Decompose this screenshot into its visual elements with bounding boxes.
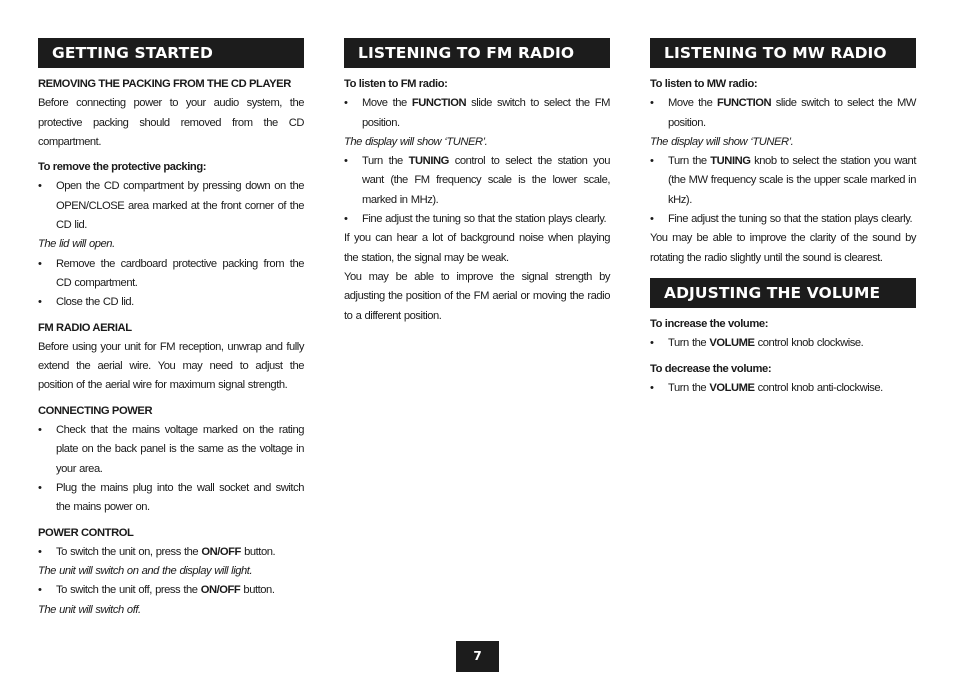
list-item: [650, 379, 916, 398]
section-header-mw-radio: LISTENING TO MW RADIO: [650, 38, 916, 68]
bullet-mark: •: [38, 481, 42, 494]
list-item: [650, 210, 916, 229]
text-run: slide switch to select the FM position.: [362, 97, 610, 129]
bullet-mark: •: [38, 257, 42, 270]
page-number: 7: [456, 641, 499, 672]
list-item: [38, 421, 304, 479]
list-item: [38, 581, 304, 600]
note-lid-open: The lid will open.: [38, 238, 115, 251]
column-getting-started: [38, 38, 304, 620]
bullet-text: Fine adjust the tuning so that the station plays clearly.: [362, 213, 607, 226]
subheading-fm-radio-aerial: FM RADIO AERIAL: [38, 321, 132, 334]
subheading-removing-packing: REMOVING THE PACKING FROM THE CD PLAYER: [38, 78, 291, 90]
list-item: [38, 177, 304, 235]
text-run: control knob anti-clockwise.: [754, 381, 883, 394]
bullet-mark: •: [650, 337, 654, 350]
list-item: [38, 293, 304, 312]
bullet-mark: •: [38, 424, 42, 437]
button-name-on-off: ON/OFF: [200, 584, 241, 597]
control-name-tuning: TUNING: [408, 155, 449, 168]
text-run: knob to select the station you want (the MW frequency scale is the upper scale marked in kHz).: [668, 155, 916, 206]
bullet-mark: •: [344, 155, 348, 168]
text-run: Turn the: [668, 381, 710, 394]
bullet-text: Fine adjust the tuning so that the station plays clearly.: [668, 213, 913, 226]
subheading-remove-protective-packing: To remove the protective packing:: [38, 161, 207, 174]
paragraph-improve-clarity: You may be able to improve the clarity of the sound by rotating the radio slightly until the sound is clearest.: [650, 232, 916, 264]
text-run: slide switch to select the MW position.: [668, 97, 916, 129]
subheading-power-control: POWER CONTROL: [38, 526, 134, 539]
note-display-tuner: The display will show ‘TUNER’.: [650, 135, 794, 148]
column-fm-radio: [344, 38, 610, 326]
bullet-mark: •: [38, 180, 42, 193]
bullet-mark: •: [344, 213, 348, 226]
list-item: [650, 94, 916, 133]
control-name-function: FUNCTION: [411, 97, 467, 110]
bullet-text: [56, 581, 304, 600]
control-name-function: FUNCTION: [716, 97, 772, 110]
subheading-increase-volume: To increase the volume:: [650, 317, 769, 330]
list-item: [344, 152, 610, 210]
bullet-mark: •: [38, 296, 42, 309]
paragraph-removing-intro: Before connecting power to your audio system, the protective packing should removed from the CD compartment.: [38, 97, 304, 148]
list-item: [38, 543, 304, 562]
list-item: [38, 255, 304, 294]
control-name-volume: VOLUME: [709, 337, 755, 350]
subheading-decrease-volume: To decrease the volume:: [650, 362, 772, 375]
list-item: [344, 94, 610, 133]
bullet-text: Close the CD lid.: [56, 296, 134, 309]
bullet-mark: •: [38, 584, 42, 597]
subheading-listen-mw: To listen to MW radio:: [650, 78, 758, 90]
subheading-listen-fm: To listen to FM radio:: [344, 78, 448, 90]
subheading-connecting-power: CONNECTING POWER: [38, 404, 153, 417]
text-run: To switch the unit on, press the: [56, 545, 202, 558]
text-run: Turn the: [362, 155, 409, 168]
section-header-getting-started: GETTING STARTED: [38, 38, 304, 68]
button-name-on-off: ON/OFF: [201, 545, 241, 558]
bullet-text: Plug the mains plug into the wall socket and switch the mains power on.: [56, 481, 304, 514]
note-switch-on: The unit will switch on and the display will light.: [38, 565, 253, 578]
text-run: button.: [240, 584, 275, 597]
bullet-text: Open the CD compartment by pressing down on the OPEN/CLOSE area marked at the front corner of the CD lid.: [56, 180, 304, 232]
bullet-text: Remove the cardboard protective packing from the CD compartment.: [56, 257, 304, 289]
text-run: button.: [240, 545, 276, 558]
bullet-text: [362, 94, 610, 133]
bullet-mark: •: [38, 545, 42, 558]
bullet-text: [668, 379, 916, 398]
bullet-text: [56, 543, 304, 562]
section-header-fm-radio: LISTENING TO FM RADIO: [344, 38, 610, 68]
bullet-mark: •: [650, 155, 654, 168]
bullet-mark: •: [344, 97, 348, 110]
bullet-mark: •: [650, 97, 654, 110]
text-run: control to select the station you want (the FM frequency scale is the lower scale, marked in MHz).: [362, 155, 610, 206]
bullet-text: [668, 152, 916, 210]
text-run: Turn the: [668, 337, 710, 350]
text-run: control knob clockwise.: [754, 337, 864, 350]
bullet-text: [362, 152, 610, 210]
paragraph-background-noise: If you can hear a lot of background noise when playing the station, the signal may be weak.: [344, 232, 610, 264]
section-header-adjusting-volume: ADJUSTING THE VOLUME: [650, 278, 916, 308]
column-mw-radio: [650, 38, 916, 398]
text-run: Turn the: [668, 155, 711, 168]
control-name-volume: VOLUME: [709, 381, 755, 394]
bullet-text: [668, 334, 916, 353]
list-item: [650, 334, 916, 353]
bullet-mark: •: [650, 213, 654, 226]
text-run: Move the: [668, 97, 717, 110]
paragraph-aerial: Before using your unit for FM reception, unwrap and fully extend the aerial wire. You may need to adjust the position of the aerial wire for maximum signal strength.: [38, 340, 304, 392]
note-switch-off: The unit will switch off.: [38, 603, 141, 616]
bullet-text: [668, 94, 916, 133]
list-item: [344, 210, 610, 229]
text-run: To switch the unit off, press the: [56, 584, 201, 597]
control-name-tuning: TUNING: [710, 155, 751, 168]
note-display-tuner: The display will show ‘TUNER’.: [344, 135, 488, 148]
bullet-text: Check that the mains voltage marked on the rating plate on the back panel is the same as the voltage in your area.: [56, 424, 304, 475]
list-item: [650, 152, 916, 210]
text-run: Move the: [362, 97, 412, 110]
paragraph-improve-signal: You may be able to improve the signal strength by adjusting the position of the FM aerial or moving the radio to a different position.: [344, 270, 610, 322]
list-item: [38, 479, 304, 518]
bullet-mark: •: [650, 381, 654, 394]
